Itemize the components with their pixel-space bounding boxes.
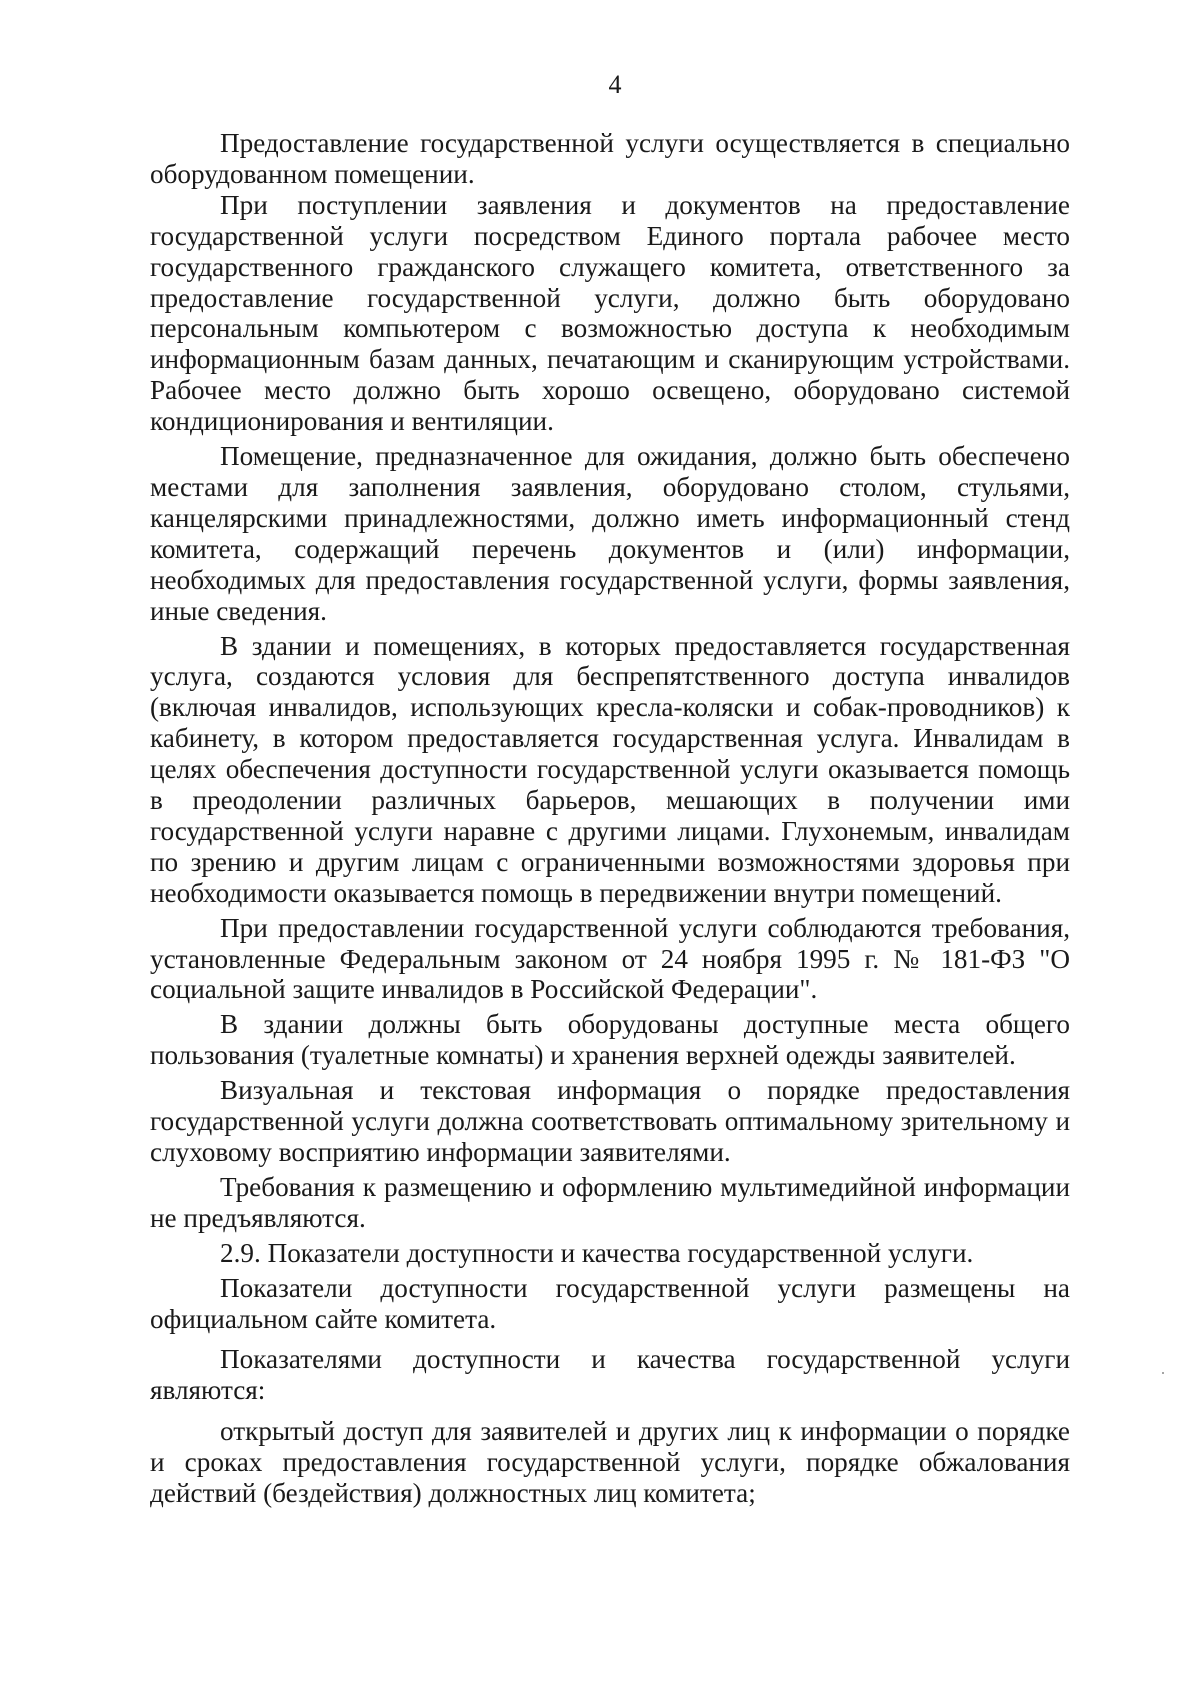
list-item-open-access: открытый доступ для заявителей и других лиц к информации о порядке и сроках предоставления государственной услуги, порядке обжалования действий (бездействия) должностных лиц комитета; [150,1416,1070,1509]
paragraph-federal-law: При предоставлении государственной услуги соблюдаются требования, установленные Федеральным законом от 24 ноября 1995 г. № 181-ФЗ "О социальной защите инвалидов в Российской Федерации". [150,912,1070,1005]
page-number: 4 [608,70,622,99]
paragraph-workplace: При поступлении заявления и документов на предоставление государственной услуги посредством Единого портала рабочее место государственного гражданского служащего комитета, ответственного за предоставление государственной услуги, должно быть оборудовано персональным компьютером с возможностью доступа к необходимым информационным базам данных, печатающим и сканирующим устройствами. Рабочее место должно быть хорошо освещено, оборудовано системой кондиционирования и вентиляции. [150,189,1070,437]
paragraph-indicators-site: Показатели доступности государственной услуги размещены на официальном сайте комитета. [150,1272,1070,1334]
paragraph-indicators-list-intro: Показателями доступности и качества государственной услуги являются: [150,1344,1070,1406]
section-heading-2-9: 2.9. Показатели доступности и качества государственной услуги. [220,1237,974,1268]
paragraph-public-areas: В здании должны быть оборудованы доступные места общего пользования (туалетные комнаты) и хранения верхней одежды заявителей. [150,1009,1070,1071]
document-body [150,128,1070,1509]
paragraph-waiting-room: Помещение, предназначенное для ожидания, должно быть обеспечено местами для заполнения заявления, оборудовано столом, стульями, канцелярскими принадлежностями, должно иметь информационный стенд комитета, содержащий перечень документов и (или) информации, необходимых для предоставления государственной услуги, формы заявления, иные сведения. [150,441,1070,626]
scan-speck [1162,1372,1164,1374]
paragraph-visual-info: Визуальная и текстовая информация о порядке предоставления государственной услуги должна соответствовать оптимальному зрительному и слуховому восприятию информации заявителями. [150,1075,1070,1167]
paragraph-multimedia: Требования к размещению и оформлению мультимедийной информации не предъявляются. [150,1171,1070,1233]
paragraph-premises: Предоставление государственной услуги осуществляется в специально оборудованном помещении. [150,128,1070,189]
paragraph-accessibility: В здании и помещениях, в которых предоставляется государственная услуга, создаются условия для беспрепятственного доступа инвалидов (включая инвалидов, использующих кресла-коляски и собак-проводников) к кабинету, в котором предоставляется государственная услуга. Инвалидам в целях обеспечения доступности государственной услуги оказывается помощь в преодолении различных барьеров, мешающих в получении ими государственной услуги наравне с другими лицами. Глухонемым, инвалидам по зрению и другим лицам с ограниченными возможностями здоровья при необходимости оказывается помощь в передвижении внутри помещений. [150,630,1070,908]
